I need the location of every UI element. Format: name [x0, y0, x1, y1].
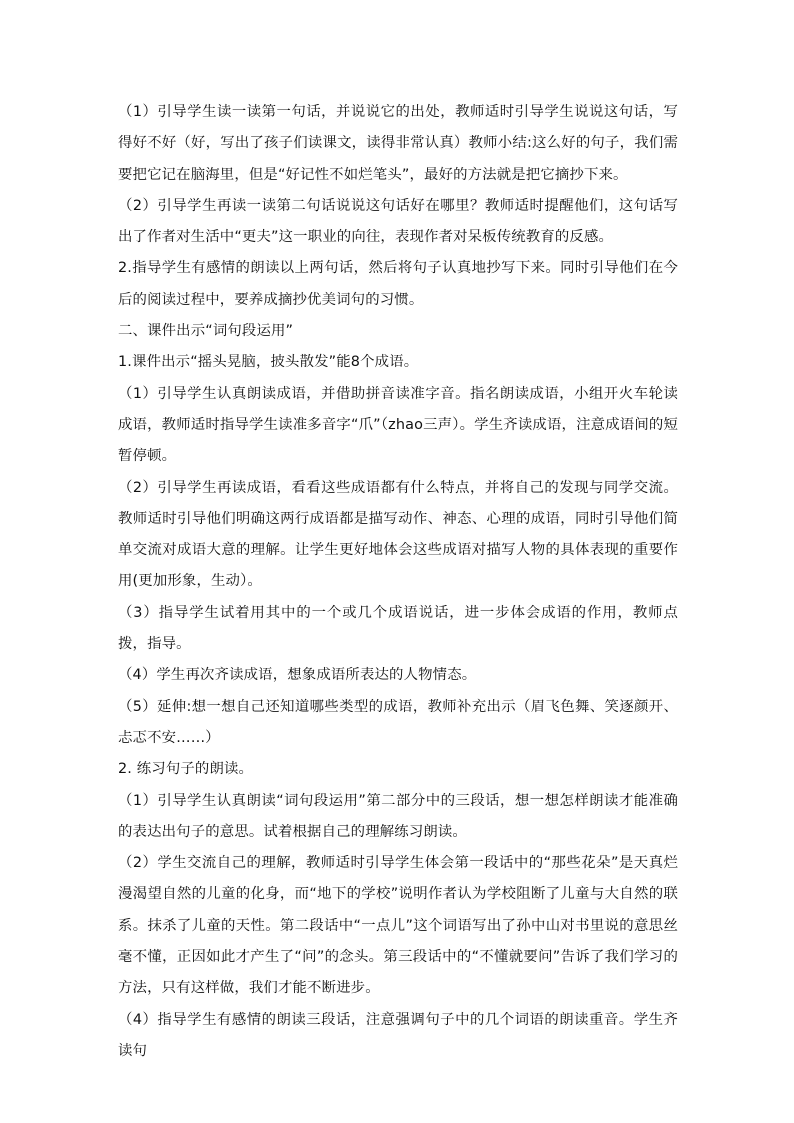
- paragraph-copy-sentences: 2.指导学生有感情的朗读以上两句话，然后将句子认真地抄写下来。同时引导他们在今后的阅读过程中，要养成摘抄优美词句的习惯。: [118, 260, 678, 308]
- paragraph-read-first-sentence: （1）引导学生读一读第一句话，并说说它的出处，教师适时引导学生说说这句话，写得好不好（好，写出了孩子们读课文，读得非常认真）教师小结:这么好的句子，我们需要把它记在脑海里，但是“好记性不如烂笔头”，最好的方法就是把它摘抄下来。: [118, 104, 678, 183]
- paragraph-idioms-features: （2）引导学生再读成语，看看这些成语都有什么特点，并将自己的发现与同学交流。教师适时引导他们明确这两行成语都是描写动作、神态、心理的成语，同时引导他们简单交流对成语大意的理解。让学生更好地体会这些成语对描写人物的具体表现的重要作用(更加形象，生动）。: [118, 479, 678, 590]
- paragraph-idioms-speaking: （3）指导学生试着用其中的一个或几个成语说话，进一步体会成语的作用，教师点拨，指导。: [118, 604, 678, 653]
- paragraph-student-discussion: （2）学生交流自己的理解，教师适时引导学生体会第一段话中的“那些花朵”是天真烂漫渴望自然的儿童的化身，而“地下的学校”说明作者认为学校阻断了儿童与大自然的联系。抹杀了儿童的天性。第二段话中“一点儿”这个词语写出了孙中山对书里说的意思丝毫不懂，正因如此才产生了“问”的念头。第三段话中的“不懂就要问”告诉了我们学习的方法，只有这样做，我们才能不断进步。: [118, 855, 678, 997]
- paragraph-three-passages-reading: （1）引导学生认真朗读“词句段运用”第二部分中的三段话，想一想怎样朗读才能准确的表达出句子的意思。试着根据自己的理解练习朗读。: [118, 792, 678, 840]
- document-body: [118, 97, 678, 1067]
- paragraph-read-second-sentence: （2）引导学生再读一读第二句话说说这句话好在哪里？教师适时提醒他们，这句话写出了作者对生活中“更夫”这一职业的向往，表现作者对呆板传统教育的反感。: [118, 197, 678, 246]
- paragraph-idioms-reading: （1）引导学生认真朗读成语，并借助拼音读准字音。指名朗读成语，小组开火车轮读成语，教师适时指导学生读准多音字“爪”（zhao三声）。学生齐读成语，注意成语间的短暂停顿。: [118, 385, 678, 465]
- paragraph-sentence-reading-heading: 2. 练习句子的朗读。: [118, 761, 254, 778]
- paragraph-idioms-reread: （4）学生再次齐读成语，想象成语所表达的人物情态。: [118, 667, 477, 684]
- paragraph-idioms-intro: 1.课件出示“摇头晃脑，披头散发”能8个成语。: [118, 354, 419, 371]
- paragraph-idioms-extension: （5）延伸:想一想自己还知道哪些类型的成语，教师补充出示（眉飞色舞、笑逐颜开、忐忑不安……）: [118, 698, 678, 746]
- paragraph-emotional-reading: （4）指导学生有感情的朗读三段话，注意强调句子中的几个词语的朗读重音。学生齐读句: [118, 1011, 678, 1059]
- section-heading-word-sentence-use: 二、课件出示“词句段运用”: [118, 323, 294, 340]
